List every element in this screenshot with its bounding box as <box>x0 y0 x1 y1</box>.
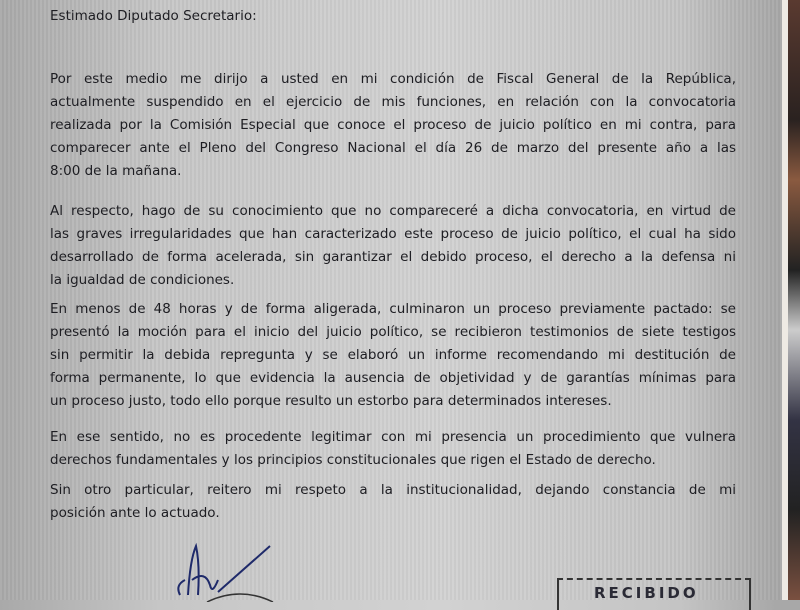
paragraph-line: las graves irregularidades que han caracterizado este proceso de juicio político, el cual ha sido <box>50 226 736 242</box>
paragraph-line: desarrollado de forma acelerada, sin garantizar el debido proceso, el derecho a la defensa ni <box>50 249 736 265</box>
paragraph-line: Sin otro particular, reitero mi respeto a la institucionalidad, dejando constancia de mi <box>50 482 736 498</box>
paragraph-line: derechos fundamentales y los principios constitucionales que rigen el Estado de derecho. <box>50 452 656 468</box>
paragraph-line: actualmente suspendido en el ejercicio de mis funciones, en relación con la convocatoria <box>50 94 736 110</box>
stamp-text: RECIBIDO <box>594 584 699 602</box>
paragraph-line: posición ante lo actuado. <box>50 505 220 521</box>
paragraph-line: Al respecto, hago de su conocimiento que no compareceré a dicha convocatoria, en virtud de <box>50 203 736 219</box>
paragraph-line: En ese sentido, no es procedente legitimar con mi presencia un procedimiento que vulnera <box>50 429 736 445</box>
received-stamp <box>557 578 751 610</box>
paragraph-line: 8:00 de la mañana. <box>50 163 182 179</box>
signature-line-mark <box>205 590 275 602</box>
paragraph-line: forma permanente, lo que evidencia la ausencia de objetividad y de garantías mínimas para <box>50 370 736 386</box>
paragraph-line: la igualdad de condiciones. <box>50 272 235 288</box>
background-photo <box>788 0 800 600</box>
paragraph-line: presentó la moción para el inicio del juicio político, se recibieron testimonios de siete testigos <box>50 324 736 340</box>
paragraph-line: Por este medio me dirijo a usted en mi condición de Fiscal General de la República, <box>50 71 736 87</box>
paragraph-line: un proceso justo, todo ello porque resulto un estorbo para determinados intereses. <box>50 393 612 409</box>
paragraph-line: comparecer ante el Pleno del Congreso Nacional el día 26 de marzo del presente año a las <box>50 140 736 156</box>
paragraph-line: sin permitir la debida repregunta y se elaboró un informe recomendando mi destitución de <box>50 347 736 363</box>
greeting: Estimado Diputado Secretario: <box>50 8 257 24</box>
paragraph-line: En menos de 48 horas y de forma aligerada, culminaron un proceso previamente pactado: se <box>50 301 736 317</box>
paragraph-line: realizada por la Comisión Especial que conoce el proceso de juicio político en mi contra, para <box>50 117 736 133</box>
